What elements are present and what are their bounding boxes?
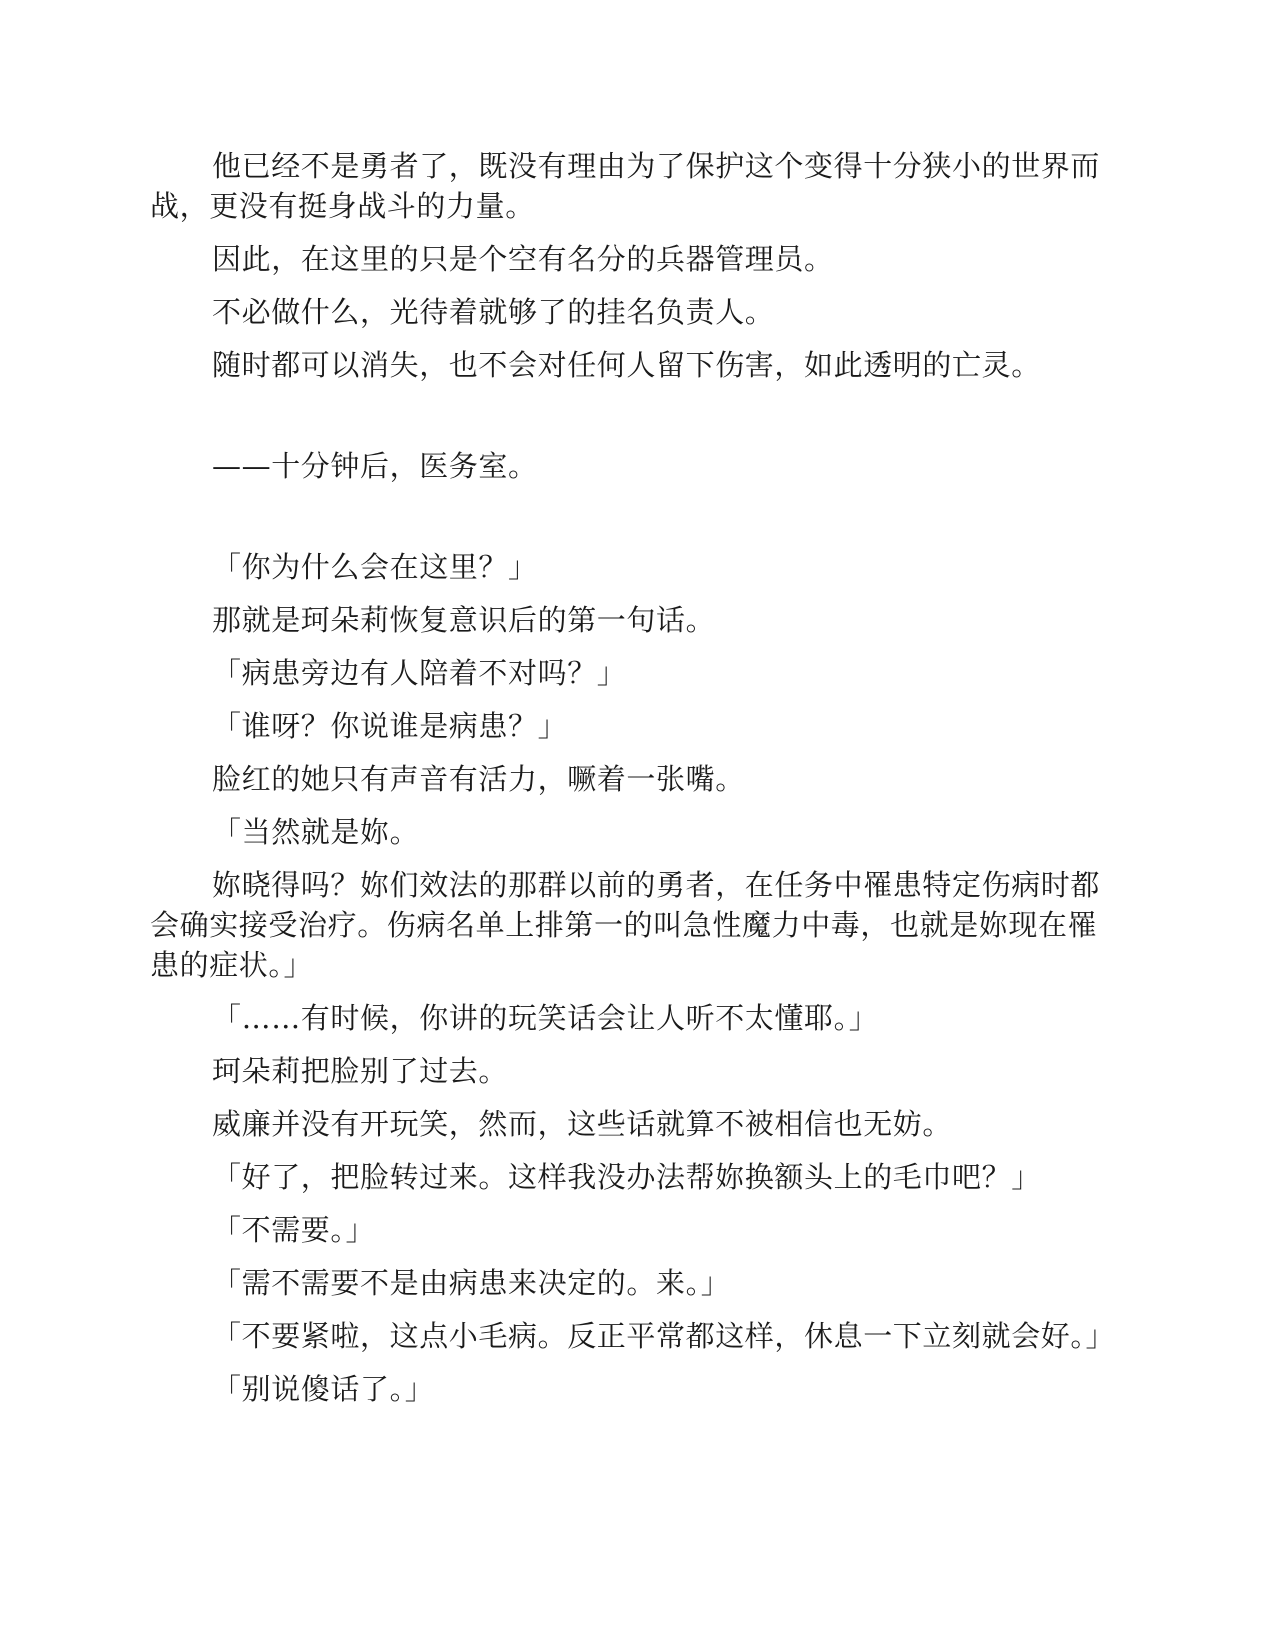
paragraph: 妳晓得吗？妳们效法的那群以前的勇者，在任务中罹患特定伤病时都会确实接受治疗。伤病名单上排第一的叫急性魔力中毒，也就是妳现在罹患的症状。」 [150, 868, 1101, 982]
paragraph: 他已经不是勇者了，既没有理由为了保护这个变得十分狭小的世界而战，更没有挺身战斗的力量。 [150, 149, 1101, 223]
paragraph: 「当然就是妳。 [212, 815, 420, 849]
paragraph: 「不需要。」 [212, 1213, 376, 1247]
section-break [150, 499, 1120, 547]
paragraph: 「……有时候，你讲的玩笑话会让人听不太懂耶。」 [212, 1001, 879, 1035]
body-text [150, 146, 1120, 1422]
paragraph: 「谁呀？你说谁是病患？」 [212, 709, 568, 743]
paragraph: 「别说傻话了。」 [212, 1372, 435, 1406]
paragraph: 「你为什么会在这里？」 [212, 550, 538, 584]
paragraph: 「病患旁边有人陪着不对吗？」 [212, 656, 627, 690]
paragraph: 脸红的她只有声音有活力，噘着一张嘴。 [212, 762, 745, 796]
paragraph: 「好了，把脸转过来。这样我没办法帮妳换额头上的毛巾吧？」 [212, 1160, 1041, 1194]
scene-heading: ——十分钟后，医务室。 [212, 449, 538, 483]
paragraph: 「不要紧啦，这点小毛病。反正平常都这样，休息一下立刻就会好。」 [212, 1319, 1116, 1353]
paragraph: 那就是珂朵莉恢复意识后的第一句话。 [212, 603, 716, 637]
paragraph: 因此，在这里的只是个空有名分的兵器管理员。 [212, 242, 834, 276]
paragraph: 不必做什么，光待着就够了的挂名负责人。 [212, 295, 775, 329]
paragraph: 珂朵莉把脸别了过去。 [212, 1054, 509, 1088]
section-break [150, 398, 1120, 446]
paragraph: 随时都可以消失，也不会对任何人留下伤害，如此透明的亡灵。 [212, 348, 1041, 382]
paragraph: 威廉并没有开玩笑，然而，这些话就算不被相信也无妨。 [212, 1107, 953, 1141]
paragraph: 「需不需要不是由病患来决定的。来。」 [212, 1266, 731, 1300]
